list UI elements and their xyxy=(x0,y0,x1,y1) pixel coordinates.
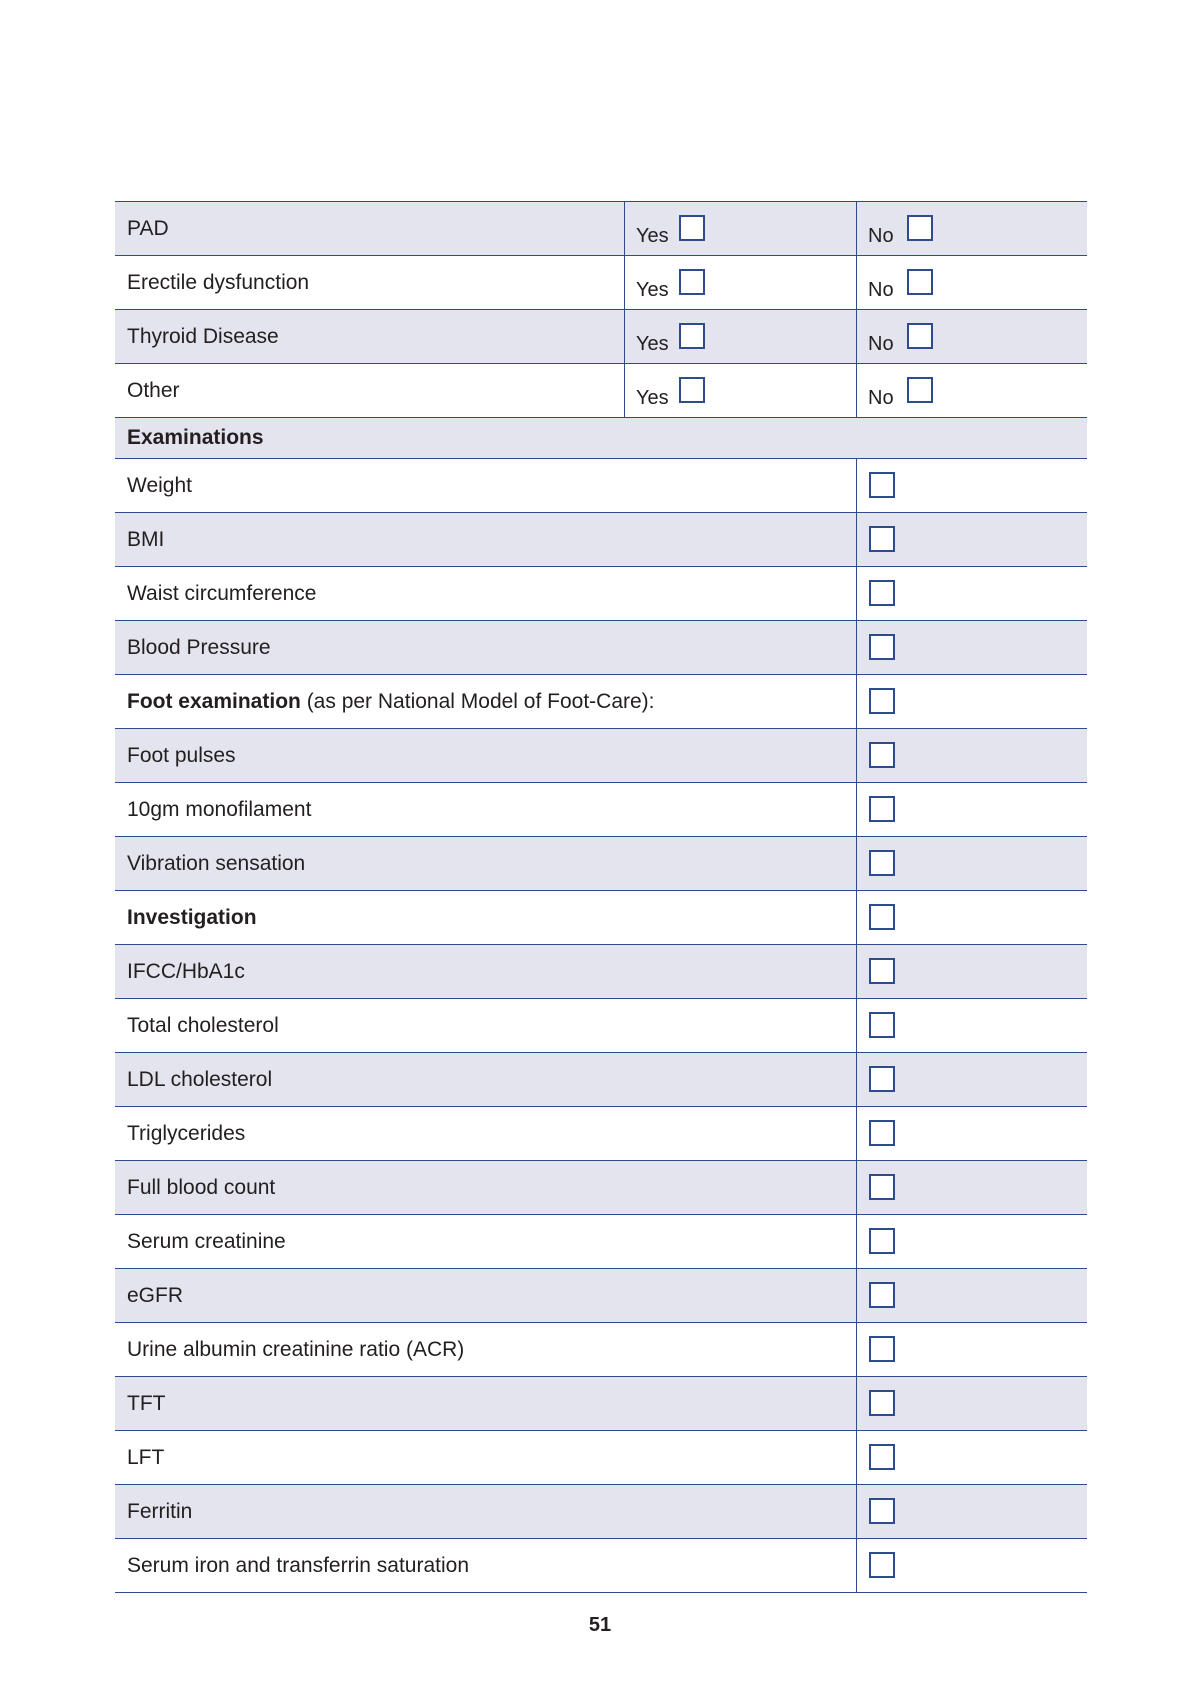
checkbox[interactable] xyxy=(869,1120,895,1146)
row-label: Full blood count xyxy=(127,1175,276,1199)
checkbox-cell xyxy=(856,1323,1087,1376)
checkbox[interactable] xyxy=(869,1282,895,1308)
row-label: Weight xyxy=(127,473,192,497)
row-label: Waist circumference xyxy=(127,581,317,605)
table-row xyxy=(115,1269,1087,1323)
checkbox-cell xyxy=(856,1377,1087,1430)
yes-checkbox[interactable] xyxy=(679,377,705,403)
row-label: Erectile dysfunction xyxy=(127,270,310,294)
table-row xyxy=(115,1161,1087,1215)
checkbox-cell xyxy=(856,1539,1087,1592)
checkbox[interactable] xyxy=(869,1012,895,1038)
checkbox[interactable] xyxy=(869,850,895,876)
checkbox[interactable] xyxy=(869,472,895,498)
no-cell xyxy=(856,310,1087,363)
row-label: Triglycerides xyxy=(127,1121,246,1145)
table-row xyxy=(115,999,1087,1053)
no-checkbox[interactable] xyxy=(907,215,933,241)
foot-examination-label xyxy=(115,675,856,728)
checkbox-cell xyxy=(856,1215,1087,1268)
table-row xyxy=(115,1431,1087,1485)
table-row xyxy=(115,202,1087,256)
checkbox-cell xyxy=(856,1431,1087,1484)
row-label: Serum iron and transferrin saturation xyxy=(127,1553,469,1577)
row-label: Ferritin xyxy=(127,1499,193,1523)
no-checkbox[interactable] xyxy=(907,269,933,295)
checkbox-cell xyxy=(856,459,1087,512)
row-label: Serum creatinine xyxy=(127,1229,286,1253)
examinations-heading: Examinations xyxy=(127,426,264,449)
table-row xyxy=(115,675,1087,729)
checkbox[interactable] xyxy=(869,1066,895,1092)
no-cell xyxy=(856,364,1087,417)
checkbox-cell xyxy=(856,891,1087,944)
row-label: Other xyxy=(127,378,180,402)
row-label: BMI xyxy=(127,527,165,551)
section-heading-row xyxy=(115,418,1087,459)
checkbox-cell xyxy=(856,729,1087,782)
row-label: Blood Pressure xyxy=(127,635,271,659)
table-row xyxy=(115,364,1087,418)
no-label: No xyxy=(868,387,894,409)
checklist-form xyxy=(115,201,1087,1593)
page-number: 51 xyxy=(588,1614,612,1636)
no-cell xyxy=(856,202,1087,255)
checkbox[interactable] xyxy=(869,1228,895,1254)
checkbox[interactable] xyxy=(869,1498,895,1524)
foot-examination-bold: Foot examination xyxy=(127,689,301,713)
no-label: No xyxy=(868,333,894,355)
checkbox[interactable] xyxy=(869,958,895,984)
row-label: 10gm monofilament xyxy=(127,797,312,821)
checkbox-cell xyxy=(856,999,1087,1052)
yes-cell xyxy=(624,364,856,417)
no-cell xyxy=(856,256,1087,309)
row-label: TFT xyxy=(127,1391,166,1415)
table-row xyxy=(115,837,1087,891)
checkbox-cell xyxy=(856,1161,1087,1214)
checkbox[interactable] xyxy=(869,580,895,606)
table-row xyxy=(115,1215,1087,1269)
no-checkbox[interactable] xyxy=(907,377,933,403)
checkbox[interactable] xyxy=(869,1444,895,1470)
checkbox[interactable] xyxy=(869,1552,895,1578)
yes-cell xyxy=(624,310,856,363)
yes-label: Yes xyxy=(636,279,669,301)
table-row xyxy=(115,1485,1087,1539)
checkbox-cell xyxy=(856,783,1087,836)
table-row xyxy=(115,1323,1087,1377)
no-label: No xyxy=(868,279,894,301)
checkbox[interactable] xyxy=(869,742,895,768)
table-row xyxy=(115,459,1087,513)
yes-label: Yes xyxy=(636,387,669,409)
checkbox[interactable] xyxy=(869,1336,895,1362)
checkbox-cell xyxy=(856,945,1087,998)
table-row xyxy=(115,783,1087,837)
checkbox-cell xyxy=(856,837,1087,890)
table-row xyxy=(115,1539,1087,1593)
yes-label: Yes xyxy=(636,225,669,247)
yes-checkbox[interactable] xyxy=(679,269,705,295)
checkbox[interactable] xyxy=(869,1174,895,1200)
yes-label: Yes xyxy=(636,333,669,355)
row-label: Thyroid Disease xyxy=(127,324,279,348)
checkbox-cell xyxy=(856,621,1087,674)
yes-checkbox[interactable] xyxy=(679,323,705,349)
no-label: No xyxy=(868,225,894,247)
row-label: LDL cholesterol xyxy=(127,1067,273,1091)
row-label: eGFR xyxy=(127,1283,184,1307)
checkbox[interactable] xyxy=(869,796,895,822)
row-label: Foot pulses xyxy=(127,743,236,767)
table-row xyxy=(115,256,1087,310)
row-label: LFT xyxy=(127,1445,165,1469)
no-checkbox[interactable] xyxy=(907,323,933,349)
checkbox-cell xyxy=(856,675,1087,728)
table-row xyxy=(115,1107,1087,1161)
investigation-heading: Investigation xyxy=(127,905,257,929)
table-row xyxy=(115,1053,1087,1107)
checkbox-cell xyxy=(856,513,1087,566)
table-row xyxy=(115,729,1087,783)
checkbox-cell xyxy=(856,1269,1087,1322)
row-label: Total cholesterol xyxy=(127,1013,279,1037)
checkbox-cell xyxy=(856,567,1087,620)
row-label: Urine albumin creatinine ratio (ACR) xyxy=(127,1337,465,1361)
checkbox[interactable] xyxy=(869,1390,895,1416)
checkbox-cell xyxy=(856,1053,1087,1106)
row-label: Vibration sensation xyxy=(127,851,306,875)
row-label: PAD xyxy=(127,216,169,240)
checkbox-cell xyxy=(856,1485,1087,1538)
yes-cell xyxy=(624,202,856,255)
table-row xyxy=(115,567,1087,621)
checkbox[interactable] xyxy=(869,688,895,714)
table-row xyxy=(115,945,1087,999)
checkbox[interactable] xyxy=(869,904,895,930)
table-row xyxy=(115,891,1087,945)
table-row xyxy=(115,1377,1087,1431)
row-label: IFCC/HbA1c xyxy=(127,959,245,983)
checkbox-cell xyxy=(856,1107,1087,1160)
checkbox[interactable] xyxy=(869,634,895,660)
yes-checkbox[interactable] xyxy=(679,215,705,241)
table-row xyxy=(115,310,1087,364)
yes-cell xyxy=(624,256,856,309)
table-row xyxy=(115,513,1087,567)
foot-examination-note: (as per National Model of Foot-Care): xyxy=(300,689,655,713)
table-row xyxy=(115,621,1087,675)
checkbox[interactable] xyxy=(869,526,895,552)
